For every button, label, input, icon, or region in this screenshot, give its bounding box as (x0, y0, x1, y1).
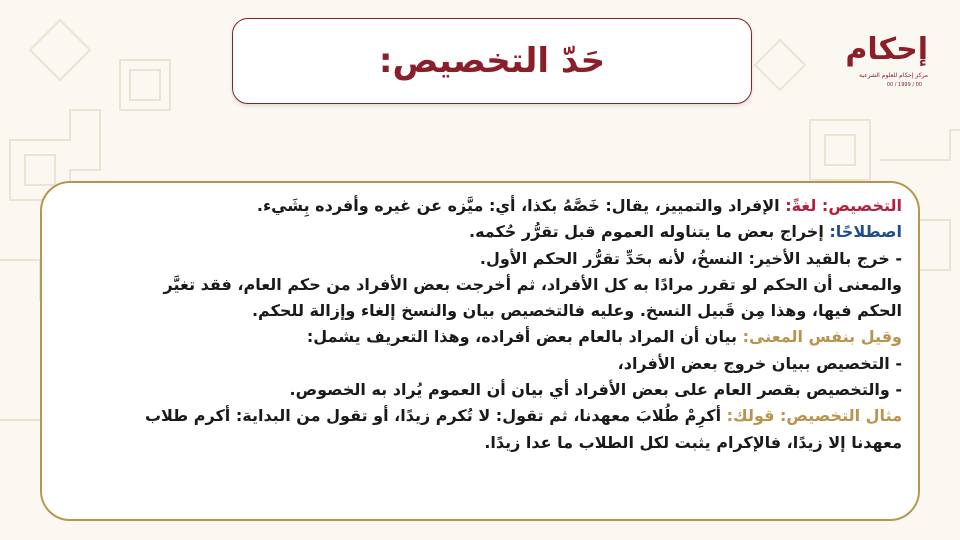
line-7-text: - التخصيص ببيان خروج بعض الأفراد، (617, 353, 902, 373)
text-line-5 (58, 298, 902, 324)
line-2-text: إخراج بعض ما يتناوله العموم قبل تقرُّر حُكمه. (468, 222, 830, 242)
text-line-4 (58, 272, 902, 298)
line-8-text: - والتخصيص بقصر العام على بعض الأفراد أي بيان أن العموم يُراد به الخصوص. (289, 380, 902, 400)
line-9-text: أكرِمْ طُلابَ معهدنا، ثم تقول: لا تُكرم زيدًا، أو تقول من البداية: أكرم طلاب (144, 406, 727, 426)
line-1-label: التخصيص: لغةً: (785, 196, 902, 215)
text-line-3 (58, 246, 902, 272)
page-title: حَدّ التخصيص: (378, 41, 606, 81)
line-1-text: الإفراد والتمييز، يقال: خَصَّهُ بكذا، أي: ميَّزه عن غيره وأفرده بِشَيء. (256, 196, 786, 215)
line-3-text: - خرج بالقيد الأخير: النسخُ، لأنه بحَدِّ تقرُّر الحكم الأول. (479, 248, 902, 268)
line-6-label: وقيل بنفس المعنى: (742, 327, 902, 347)
text-line-7 (58, 351, 902, 377)
line-9-label: مثال التخصيص: قولك: (726, 406, 902, 426)
line-4-text: والمعنى أن الحكم لو تقرر مرادًا به كل الأفراد، ثم أخرجت بعض الأفراد من حكم العام، فقد تغيَّر (163, 274, 902, 294)
text-line-1 (58, 193, 902, 219)
line-6-text: بيان أن المراد بالعام بعض أفراده، وهذا التعريف يشمل: (306, 327, 743, 347)
text-line-2 (58, 219, 902, 245)
definition-panel (40, 181, 920, 521)
text-line-8 (58, 377, 902, 403)
brand-logo (845, 28, 928, 94)
logo-subtitle: مركز إحكام للعلوم الشرعية (859, 72, 928, 79)
title-card (232, 18, 752, 104)
logo-word: إحكام (845, 32, 928, 67)
line-10-text: معهدنا إلا زيدًا، فالإكرام يثبت لكل الطلاب ما عدا زيدًا. (484, 432, 902, 452)
text-line-9 (58, 403, 902, 429)
line-5-text: الحكم فيها، وهذا مِن قَبيل النسخ. وعليه فالتخصيص بيان والنسخ إلغاء وإزالة للحكم. (251, 301, 902, 321)
line-2-label: اصطلاحًا: (829, 222, 902, 242)
text-line-6 (58, 324, 902, 350)
logo-number: 00 / 1999 / 00 (886, 82, 922, 88)
text-line-10 (58, 430, 902, 456)
